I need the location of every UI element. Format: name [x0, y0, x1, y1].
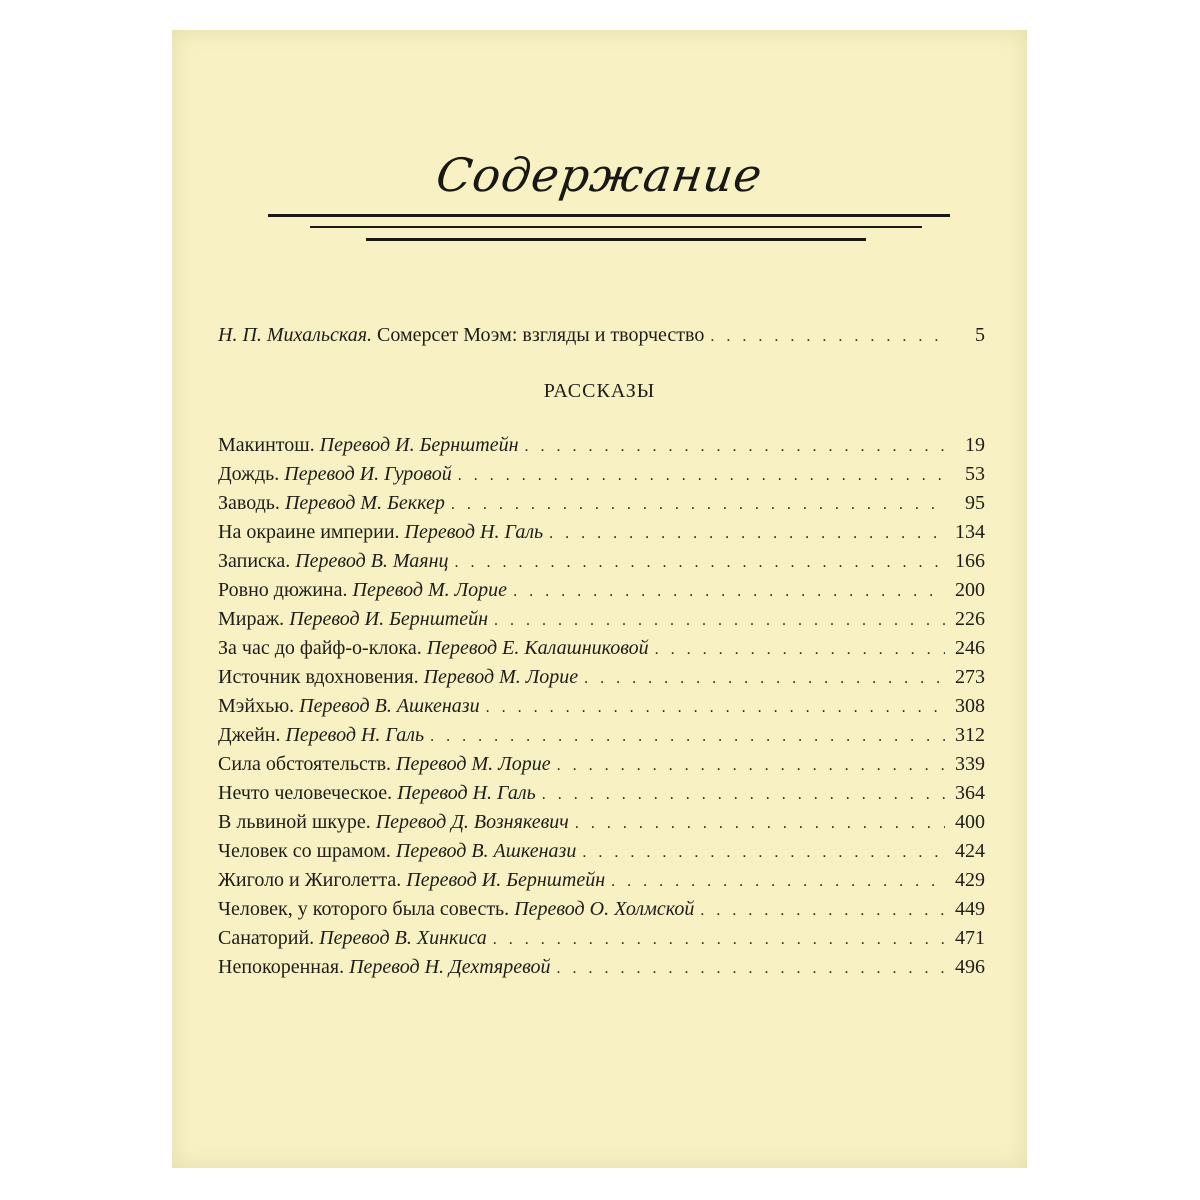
story-title: В львиной шкуре.: [218, 811, 371, 833]
toc-entry: [218, 608, 985, 631]
dot-leader: [458, 467, 945, 485]
story-title: Макинтош.: [218, 434, 315, 456]
dot-leader: [486, 699, 945, 717]
dot-leader: [542, 786, 945, 804]
dot-leader: [575, 815, 945, 833]
toc-title: Содержание: [432, 148, 767, 202]
toc-entry-text: [218, 550, 449, 573]
toc-entry: [218, 550, 985, 573]
page-number: 166: [955, 550, 985, 572]
page-number: 496: [955, 956, 985, 978]
decorative-rule-bottom: [366, 238, 866, 241]
story-translator: Перевод И. Бернштейн: [319, 434, 519, 456]
dot-leader: [584, 670, 945, 688]
story-title: Санаторий.: [218, 927, 315, 949]
intro-title: Сомерсет Моэм: взгляды и творчество: [377, 324, 705, 346]
toc-entry: [218, 869, 985, 892]
toc-entry-text: [218, 753, 551, 776]
dot-leader: [493, 931, 945, 949]
story-title: На окраине империи.: [218, 521, 400, 543]
page-number: 364: [955, 782, 985, 804]
dot-leader: [430, 728, 945, 746]
story-translator: Перевод О. Холмской: [514, 898, 695, 920]
story-title: Нечто человеческое.: [218, 782, 393, 804]
toc-entry: [218, 434, 985, 457]
dot-leader: [710, 328, 945, 346]
book-page: [172, 30, 1027, 1168]
toc-entry-text: [218, 637, 649, 660]
story-title: Источник вдохновения.: [218, 666, 419, 688]
story-translator: Перевод Д. Вознякевич: [375, 811, 569, 833]
decorative-rule-middle: [310, 226, 922, 228]
page-number: 339: [955, 753, 985, 775]
dot-leader: [557, 757, 945, 775]
decorative-rule-top: [268, 214, 950, 217]
toc-entry: [218, 492, 985, 515]
story-title: Мэйхью.: [218, 695, 295, 717]
toc-entry: [218, 840, 985, 863]
page-number: 449: [955, 898, 985, 920]
story-title: Мираж.: [218, 608, 285, 630]
dot-leader: [582, 844, 945, 862]
toc-entry-text: [218, 811, 569, 834]
page-number: 226: [955, 608, 985, 630]
story-title: Джейн.: [218, 724, 281, 746]
page-number: 95: [965, 492, 985, 514]
story-translator: Перевод И. Бернштейн: [289, 608, 489, 630]
toc-entry: [218, 753, 985, 776]
toc-entry: [218, 898, 985, 921]
story-title: Записка.: [218, 550, 291, 572]
dot-leader: [494, 612, 945, 630]
toc-entry: [218, 579, 985, 602]
toc-entry: [218, 637, 985, 660]
toc-entry-text: [218, 666, 578, 689]
toc-entry-text: [218, 608, 488, 631]
story-translator: Перевод В. Маянц: [295, 550, 449, 572]
dot-leader: [557, 960, 946, 978]
dot-leader: [525, 438, 945, 456]
toc-entry-text: [218, 724, 424, 747]
page-number: 273: [955, 666, 985, 688]
intro-author: Н. П. Михальская.: [218, 324, 373, 346]
page-number: 200: [955, 579, 985, 601]
story-title: Дождь.: [218, 463, 280, 485]
toc-entry-text: [218, 869, 605, 892]
toc-entry: [218, 666, 985, 689]
toc-entry: [218, 782, 985, 805]
story-translator: Перевод В. Хинкиса: [319, 927, 487, 949]
page-number: 246: [955, 637, 985, 659]
toc-entry: [218, 956, 985, 979]
toc-entry-text: [218, 324, 704, 347]
toc-entry: [218, 463, 985, 486]
page-number: 429: [955, 869, 985, 891]
dot-leader: [455, 554, 946, 572]
toc-entry-text: [218, 840, 576, 863]
dot-leader: [655, 641, 945, 659]
toc-entry: [218, 724, 985, 747]
toc-entry-text: [218, 434, 519, 457]
toc-entry-intro: [218, 324, 985, 347]
story-translator: Перевод М. Лорие: [423, 666, 579, 688]
toc-entry-text: [218, 521, 543, 544]
story-title: Жиголо и Жиголетта.: [218, 869, 402, 891]
page-number: 400: [955, 811, 985, 833]
story-title: Заводь.: [218, 492, 280, 514]
story-translator: Перевод Н. Дехтяревой: [349, 956, 551, 978]
story-translator: Перевод В. Ашкенази: [299, 695, 480, 717]
page-number: 5: [975, 324, 985, 346]
story-title: Сила обстоятельств.: [218, 753, 392, 775]
story-title: Непокоренная.: [218, 956, 345, 978]
story-translator: Перевод М. Беккер: [284, 492, 445, 514]
toc-entry-text: [218, 579, 507, 602]
page-number: 312: [955, 724, 985, 746]
toc-entry-text: [218, 492, 445, 515]
toc-entry: [218, 521, 985, 544]
toc-entry: [218, 811, 985, 834]
story-title: Ровно дюжина.: [218, 579, 348, 601]
dot-leader: [611, 873, 945, 891]
story-translator: Перевод В. Ашкенази: [395, 840, 577, 862]
dot-leader: [451, 496, 945, 514]
toc-entry-text: [218, 463, 452, 486]
story-translator: Перевод Н. Галь: [285, 724, 425, 746]
story-translator: Перевод Н. Галь: [404, 521, 544, 543]
story-translator: Перевод И. Гуровой: [284, 463, 452, 485]
page-number: 308: [955, 695, 985, 717]
dot-leader: [513, 583, 945, 601]
page-number: 424: [955, 840, 985, 862]
toc-entry-text: [218, 927, 487, 950]
story-title: Человек, у которого была совесть.: [218, 898, 510, 920]
story-title: За час до файф-о-клока.: [218, 637, 422, 659]
story-title: Человек со шрамом.: [218, 840, 391, 862]
story-translator: Перевод М. Лорие: [396, 753, 551, 775]
dot-leader: [700, 902, 945, 920]
story-translator: Перевод Н. Галь: [397, 782, 536, 804]
toc-entry: [218, 695, 985, 718]
story-translator: Перевод И. Бернштейн: [406, 869, 606, 891]
story-translator: Перевод Е. Калашниковой: [426, 637, 649, 659]
toc-entry-text: [218, 695, 480, 718]
toc-entry-text: [218, 898, 694, 921]
page-number: 53: [965, 463, 985, 485]
toc-entry-text: [218, 782, 536, 805]
page-number: 19: [965, 434, 985, 456]
dot-leader: [549, 525, 945, 543]
page-number: 134: [955, 521, 985, 543]
story-translator: Перевод М. Лорие: [352, 579, 508, 601]
toc-entry: [218, 927, 985, 950]
section-heading: РАССКАЗЫ: [543, 380, 656, 402]
page-number: 471: [955, 927, 985, 949]
toc-entry-text: [218, 956, 551, 979]
